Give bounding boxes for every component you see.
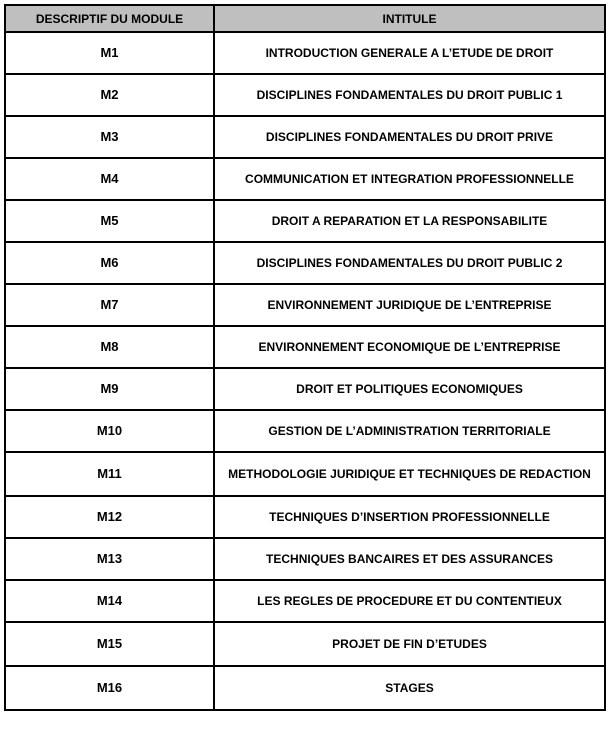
module-code: M5 <box>5 200 214 242</box>
module-code: M8 <box>5 326 214 368</box>
table-row <box>5 116 605 158</box>
module-code: M6 <box>5 242 214 284</box>
table-row <box>5 580 605 622</box>
module-code: M15 <box>5 622 214 666</box>
module-code: M7 <box>5 284 214 326</box>
module-title: COMMUNICATION ET INTEGRATION PROFESSIONNELLE <box>214 158 605 200</box>
module-code: M16 <box>5 666 214 710</box>
module-code: M9 <box>5 368 214 410</box>
module-title: TECHNIQUES D’INSERTION PROFESSIONNELLE <box>214 496 605 538</box>
module-title: LES REGLES DE PROCEDURE ET DU CONTENTIEUX <box>214 580 605 622</box>
module-table-container <box>4 4 604 711</box>
module-title: ENVIRONNEMENT ECONOMIQUE DE L’ENTREPRISE <box>214 326 605 368</box>
table-row <box>5 368 605 410</box>
module-code: M3 <box>5 116 214 158</box>
module-title: DISCIPLINES FONDAMENTALES DU DROIT PUBLIC 1 <box>214 74 605 116</box>
module-title: INTRODUCTION GENERALE A L’ETUDE DE DROIT <box>214 32 605 74</box>
module-code: M12 <box>5 496 214 538</box>
module-title: TECHNIQUES BANCAIRES ET DES ASSURANCES <box>214 538 605 580</box>
module-title: DISCIPLINES FONDAMENTALES DU DROIT PUBLIC 2 <box>214 242 605 284</box>
table-row <box>5 538 605 580</box>
module-code: M10 <box>5 410 214 452</box>
module-title: METHODOLOGIE JURIDIQUE ET TECHNIQUES DE REDACTION <box>214 452 605 496</box>
table-row <box>5 74 605 116</box>
table-row <box>5 200 605 242</box>
module-code: M14 <box>5 580 214 622</box>
table-row <box>5 666 605 710</box>
module-code: M4 <box>5 158 214 200</box>
module-title: DISCIPLINES FONDAMENTALES DU DROIT PRIVE <box>214 116 605 158</box>
header-title: INTITULE <box>214 5 605 32</box>
module-title: STAGES <box>214 666 605 710</box>
module-code: M13 <box>5 538 214 580</box>
table-row <box>5 284 605 326</box>
table-row <box>5 496 605 538</box>
module-code: M11 <box>5 452 214 496</box>
module-title: DROIT A REPARATION ET LA RESPONSABILITE <box>214 200 605 242</box>
table-row <box>5 32 605 74</box>
module-code: M2 <box>5 74 214 116</box>
module-title: PROJET DE FIN D’ETUDES <box>214 622 605 666</box>
table-row <box>5 452 605 496</box>
table-row <box>5 410 605 452</box>
module-title: DROIT ET POLITIQUES ECONOMIQUES <box>214 368 605 410</box>
table-row <box>5 622 605 666</box>
module-code: M1 <box>5 32 214 74</box>
table-row <box>5 158 605 200</box>
header-module: DESCRIPTIF DU MODULE <box>5 5 214 32</box>
header-row <box>5 5 605 32</box>
table-row <box>5 242 605 284</box>
module-title: GESTION DE L’ADMINISTRATION TERRITORIALE <box>214 410 605 452</box>
table-row <box>5 326 605 368</box>
module-title: ENVIRONNEMENT JURIDIQUE DE L’ENTREPRISE <box>214 284 605 326</box>
module-table <box>4 4 606 711</box>
